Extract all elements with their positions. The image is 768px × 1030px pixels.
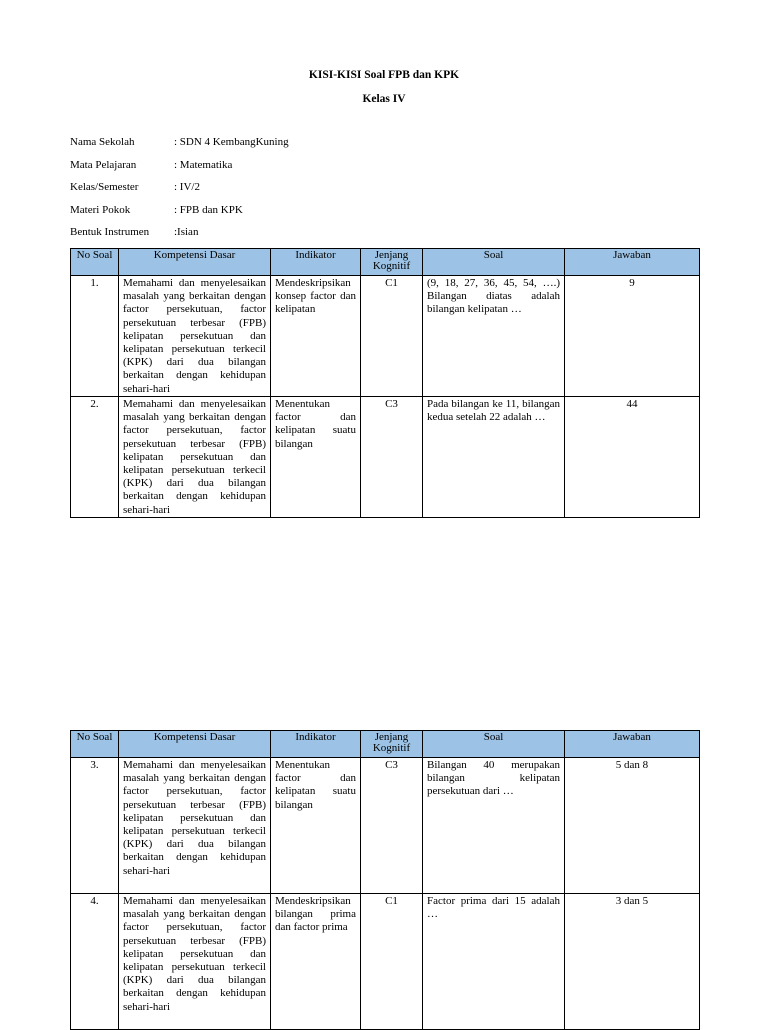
table-header-row: [71, 249, 700, 276]
info-value: :Isian: [174, 226, 199, 238]
info-label: Nama Sekolah: [70, 136, 135, 148]
header-no-soal: No Soal: [71, 731, 119, 758]
cell-no: 1.: [71, 276, 119, 397]
info-label: Bentuk Instrumen: [70, 226, 150, 238]
kisi-kisi-table-page-2: [70, 730, 700, 1030]
table-row: [71, 276, 700, 397]
table-row: [71, 894, 700, 1030]
cell-kompetensi: Memahami dan menyelesaikan masalah yang berkaitan dengan factor persekutuan, factor persekutuan terbesar (FPB) kelipatan persekutuan dan kelipatan persekutuan terkecil (KPK) dari dua bilangan berkaitan dengan kehidupan sehari-hari: [119, 758, 271, 894]
cell-no: 2.: [71, 397, 119, 518]
info-label: Mata Pelajaran: [70, 158, 137, 171]
info-row-nama-sekolah: [70, 136, 289, 159]
cell-no: 4.: [71, 894, 119, 1030]
cell-indikator: Menentukan factor dan kelipatan suatu bilangan: [271, 758, 361, 894]
cell-indikator: Mendeskripsikan bilangan prima dan factor prima: [271, 894, 361, 1030]
document-title: KISI-KISI Soal FPB dan KPK: [308, 69, 460, 81]
cell-jenjang: C3: [361, 758, 423, 894]
cell-soal: Bilangan 40 merupakan bilangan kelipatan persekutuan dari …: [423, 758, 565, 894]
header-indikator: Indikator: [271, 249, 361, 276]
info-value: : IV/2: [174, 181, 200, 193]
cell-kompetensi: Memahami dan menyelesaikan masalah yang berkaitan dengan factor persekutuan, factor persekutuan terbesar (FPB) kelipatan persekutuan dan kelipatan persekutuan terkecil (KPK) dari dua bilangan berkaitan dengan kehidupan sehari-hari: [119, 276, 271, 397]
cell-no: 3.: [71, 758, 119, 894]
header-jenjang-kognitif: Jenjang Kognitif: [361, 249, 423, 276]
cell-soal: Factor prima dari 15 adalah …: [423, 894, 565, 1030]
kisi-kisi-table-page-1: [70, 248, 700, 518]
header-soal: Soal: [423, 731, 565, 758]
header-jawaban: Jawaban: [565, 249, 700, 276]
info-row-materi-pokok: [70, 204, 289, 227]
cell-kompetensi: Memahami dan menyelesaikan masalah yang berkaitan dengan factor persekutuan, factor persekutuan terbesar (FPB) kelipatan persekutuan dan kelipatan persekutuan terkecil (KPK) dari dua bilangan berkaitan dengan kehidupan sehari-hari: [119, 397, 271, 518]
header-kompetensi-dasar: Kompetensi Dasar: [119, 249, 271, 276]
cell-jawaban: 5 dan 8: [565, 758, 700, 894]
cell-soal: (9, 18, 27, 36, 45, 54, ….) Bilangan diatas adalah bilangan kelipatan …: [423, 276, 565, 397]
document-subtitle: Kelas IV: [362, 93, 406, 105]
info-row-mata-pelajaran: [70, 159, 289, 182]
info-row-kelas-semester: [70, 181, 289, 204]
info-block: [70, 136, 289, 249]
table-header-row: [71, 731, 700, 758]
info-label: Kelas/Semester: [70, 181, 139, 193]
info-row-bentuk-instrumen: [70, 226, 289, 249]
cell-jawaban: 9: [565, 276, 700, 397]
cell-jawaban: 44: [565, 397, 700, 518]
header-jawaban: Jawaban: [565, 731, 700, 758]
table-row: [71, 397, 700, 518]
cell-soal: Pada bilangan ke 11, bilangan kedua setelah 22 adalah …: [423, 397, 565, 518]
cell-indikator: Menentukan factor dan kelipatan suatu bilangan: [271, 397, 361, 518]
header-no-soal: No Soal: [71, 249, 119, 276]
info-label: Materi Pokok: [70, 203, 131, 216]
header-indikator: Indikator: [271, 731, 361, 758]
info-value: : Matematika: [174, 158, 233, 171]
info-value: : SDN 4 KembangKuning: [174, 136, 289, 148]
cell-kompetensi: Memahami dan menyelesaikan masalah yang berkaitan dengan factor persekutuan, factor persekutuan terbesar (FPB) kelipatan persekutuan dan kelipatan persekutuan terkecil (KPK) dari dua bilangan berkaitan dengan kehidupan sehari-hari: [119, 894, 271, 1030]
cell-jenjang: C1: [361, 276, 423, 397]
table-row: [71, 758, 700, 894]
cell-jenjang: C3: [361, 397, 423, 518]
cell-indikator: Mendeskripsikan konsep factor dan kelipatan: [271, 276, 361, 397]
cell-jawaban: 3 dan 5: [565, 894, 700, 1030]
header-jenjang-kognitif: Jenjang Kognitif: [361, 731, 423, 758]
header-soal: Soal: [423, 249, 565, 276]
header-kompetensi-dasar: Kompetensi Dasar: [119, 731, 271, 758]
cell-jenjang: C1: [361, 894, 423, 1030]
info-value: : FPB dan KPK: [174, 203, 243, 216]
